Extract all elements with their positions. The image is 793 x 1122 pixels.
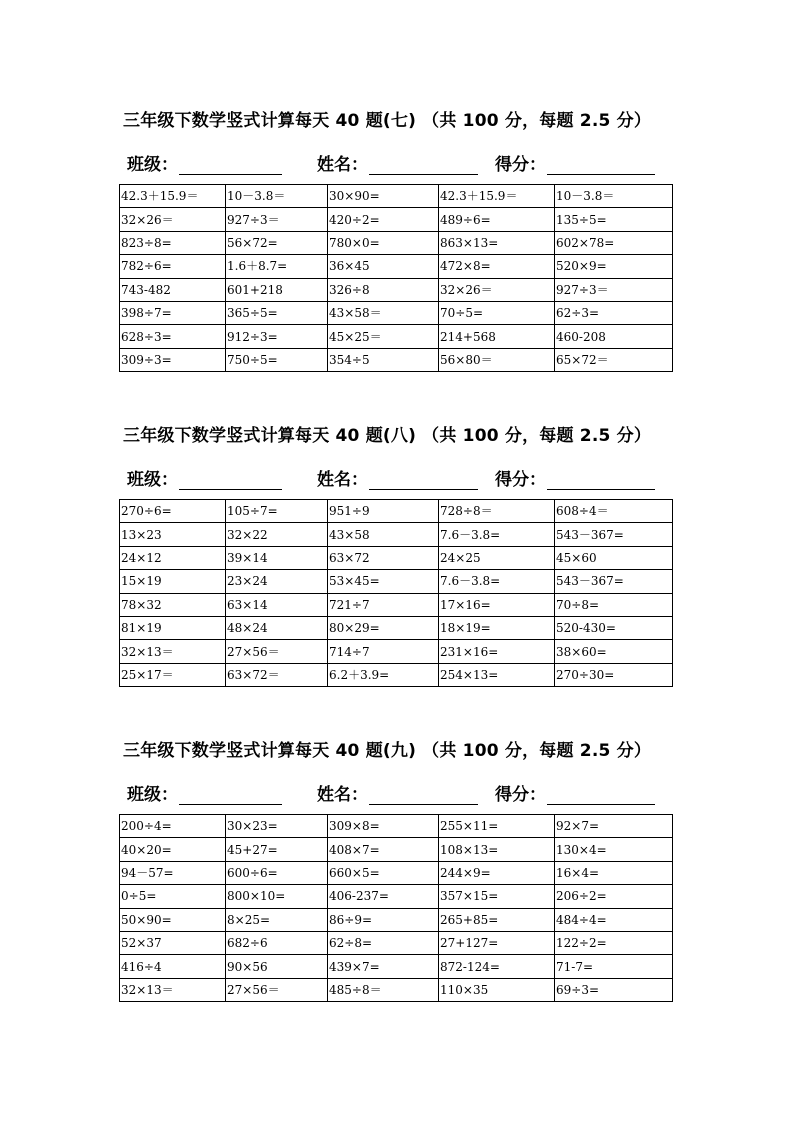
- problem-cell: 420÷2=: [328, 208, 439, 231]
- student-info-row: [127, 780, 667, 804]
- table-row: [120, 231, 673, 254]
- problem-cell: 108×13=: [439, 838, 555, 861]
- class-blank-line[interactable]: [179, 472, 282, 490]
- problem-cell: 1.6＋8.7=: [226, 255, 328, 278]
- table-row: [120, 885, 673, 908]
- problem-cell: 265+85=: [439, 908, 555, 931]
- score-label: 得分：: [495, 155, 546, 175]
- class-field: [127, 780, 282, 805]
- section-title: 三年级下数学竖式计算每天 40 题(九) （共 100 分，每题 2.5 分）: [123, 741, 652, 761]
- problem-cell: 24×12: [120, 546, 226, 569]
- problem-cell: 110×35: [439, 978, 555, 1001]
- score-field: [495, 150, 655, 175]
- problem-cell: 0÷5=: [120, 885, 226, 908]
- table-row: [120, 570, 673, 593]
- table-row: [120, 325, 673, 348]
- table-row: [120, 348, 673, 371]
- problem-table: [119, 184, 673, 372]
- table-row: [120, 208, 673, 231]
- score-blank-line[interactable]: [547, 157, 655, 175]
- problem-cell: 231×16=: [439, 640, 555, 663]
- problem-cell: 71-7=: [555, 955, 673, 978]
- problem-cell: 354÷5: [328, 348, 439, 371]
- problem-cell: 800×10=: [226, 885, 328, 908]
- problem-cell: 42.3＋15.9＝: [439, 185, 555, 208]
- problem-cell: 780×0=: [328, 231, 439, 254]
- problem-cell: 27×56＝: [226, 640, 328, 663]
- name-label: 姓名：: [317, 470, 368, 490]
- problem-cell: 416÷4: [120, 955, 226, 978]
- name-field: [317, 780, 478, 805]
- student-info-row: [127, 150, 667, 174]
- section-title: 三年级下数学竖式计算每天 40 题(八) （共 100 分，每题 2.5 分）: [123, 426, 652, 446]
- problem-cell: 13×23: [120, 523, 226, 546]
- score-label: 得分：: [495, 785, 546, 805]
- name-blank-line[interactable]: [369, 157, 478, 175]
- problem-cell: 94－57=: [120, 861, 226, 884]
- problem-cell: 951÷9: [328, 500, 439, 523]
- table-row: [120, 815, 673, 838]
- problem-cell: 912÷3=: [226, 325, 328, 348]
- problem-cell: 50×90=: [120, 908, 226, 931]
- problem-cell: 38×60=: [555, 640, 673, 663]
- problem-cell: 8×25=: [226, 908, 328, 931]
- problem-cell: 682÷6: [226, 931, 328, 954]
- problem-cell: 56×80＝: [439, 348, 555, 371]
- problem-cell: 543－367=: [555, 570, 673, 593]
- problem-cell: 27+127=: [439, 931, 555, 954]
- problem-cell: 600÷6=: [226, 861, 328, 884]
- problem-cell: 872-124=: [439, 955, 555, 978]
- table-row: [120, 255, 673, 278]
- table-row: [120, 523, 673, 546]
- problem-cell: 200÷4=: [120, 815, 226, 838]
- problem-cell: 45×60: [555, 546, 673, 569]
- name-label: 姓名：: [317, 785, 368, 805]
- problem-cell: 408×7=: [328, 838, 439, 861]
- problem-cell: 42.3＋15.9＝: [120, 185, 226, 208]
- problem-cell: 782÷6=: [120, 255, 226, 278]
- problem-cell: 30×23=: [226, 815, 328, 838]
- problem-cell: 484÷4=: [555, 908, 673, 931]
- problem-cell: 10－3.8＝: [555, 185, 673, 208]
- problem-cell: 520×9=: [555, 255, 673, 278]
- problem-cell: 485÷8＝: [328, 978, 439, 1001]
- problem-cell: 214+568: [439, 325, 555, 348]
- problem-cell: 460-208: [555, 325, 673, 348]
- problem-cell: 728÷8＝: [439, 500, 555, 523]
- score-field: [495, 465, 655, 490]
- problem-cell: 130×4=: [555, 838, 673, 861]
- table-row: [120, 301, 673, 324]
- problem-cell: 45×25＝: [328, 325, 439, 348]
- name-field: [317, 150, 478, 175]
- table-row: [120, 908, 673, 931]
- table-row: [120, 185, 673, 208]
- problem-table: [119, 499, 673, 687]
- problem-cell: 628÷3=: [120, 325, 226, 348]
- problem-cell: 40×20=: [120, 838, 226, 861]
- problem-cell: 270÷6=: [120, 500, 226, 523]
- name-field: [317, 465, 478, 490]
- problem-cell: 62÷8=: [328, 931, 439, 954]
- problem-cell: 721÷7: [328, 593, 439, 616]
- problem-cell: 255×11=: [439, 815, 555, 838]
- class-blank-line[interactable]: [179, 157, 282, 175]
- problem-cell: 608÷4＝: [555, 500, 673, 523]
- problem-cell: 45+27=: [226, 838, 328, 861]
- problem-cell: 70÷8=: [555, 593, 673, 616]
- problem-cell: 743-482: [120, 278, 226, 301]
- problem-cell: 602×78=: [555, 231, 673, 254]
- problem-cell: 365÷5=: [226, 301, 328, 324]
- class-field: [127, 465, 282, 490]
- table-row: [120, 593, 673, 616]
- table-row: [120, 278, 673, 301]
- class-field: [127, 150, 282, 175]
- problem-cell: 18×19=: [439, 616, 555, 639]
- problem-cell: 543－367=: [555, 523, 673, 546]
- problem-cell: 53×45=: [328, 570, 439, 593]
- problem-cell: 105÷7=: [226, 500, 328, 523]
- table-row: [120, 640, 673, 663]
- problem-cell: 56×72=: [226, 231, 328, 254]
- problem-cell: 32×13＝: [120, 978, 226, 1001]
- problem-cell: 309×8=: [328, 815, 439, 838]
- problem-cell: 472×8=: [439, 255, 555, 278]
- problem-cell: 398÷7=: [120, 301, 226, 324]
- problem-cell: 63×72: [328, 546, 439, 569]
- problem-cell: 326÷8: [328, 278, 439, 301]
- class-label: 班级：: [127, 785, 178, 805]
- problem-cell: 10－3.8＝: [226, 185, 328, 208]
- class-label: 班级：: [127, 155, 178, 175]
- table-row: [120, 500, 673, 523]
- class-blank-line[interactable]: [179, 787, 282, 805]
- problem-cell: 30×90=: [328, 185, 439, 208]
- problem-cell: 78×32: [120, 593, 226, 616]
- section-title: 三年级下数学竖式计算每天 40 题(七) （共 100 分，每题 2.5 分）: [123, 111, 652, 131]
- table-row: [120, 978, 673, 1001]
- problem-cell: 714÷7: [328, 640, 439, 663]
- problem-cell: 244×9=: [439, 861, 555, 884]
- problem-table: [119, 814, 673, 1002]
- problem-cell: 7.6－3.8=: [439, 523, 555, 546]
- problem-cell: 520-430=: [555, 616, 673, 639]
- class-label: 班级：: [127, 470, 178, 490]
- problem-cell: 439×7=: [328, 955, 439, 978]
- score-blank-line[interactable]: [547, 787, 655, 805]
- table-row: [120, 616, 673, 639]
- problem-cell: 63×14: [226, 593, 328, 616]
- problem-cell: 17×16=: [439, 593, 555, 616]
- problem-cell: 601+218: [226, 278, 328, 301]
- problem-cell: 750÷5=: [226, 348, 328, 371]
- table-row: [120, 663, 673, 686]
- problem-cell: 927÷3＝: [226, 208, 328, 231]
- problem-cell: 6.2＋3.9=: [328, 663, 439, 686]
- problem-cell: 25×17＝: [120, 663, 226, 686]
- table-row: [120, 955, 673, 978]
- problem-cell: 32×22: [226, 523, 328, 546]
- score-label: 得分：: [495, 470, 546, 490]
- problem-cell: 16×4=: [555, 861, 673, 884]
- problem-cell: 32×26＝: [120, 208, 226, 231]
- problem-cell: 32×26＝: [439, 278, 555, 301]
- problem-cell: 660×5=: [328, 861, 439, 884]
- problem-cell: 86÷9=: [328, 908, 439, 931]
- score-blank-line[interactable]: [547, 472, 655, 490]
- name-blank-line[interactable]: [369, 472, 478, 490]
- problem-cell: 135÷5=: [555, 208, 673, 231]
- problem-cell: 309÷3=: [120, 348, 226, 371]
- problem-cell: 80×29=: [328, 616, 439, 639]
- student-info-row: [127, 465, 667, 489]
- name-label: 姓名：: [317, 155, 368, 175]
- table-row: [120, 861, 673, 884]
- problem-cell: 357×15=: [439, 885, 555, 908]
- table-row: [120, 838, 673, 861]
- score-field: [495, 780, 655, 805]
- problem-cell: 92×7=: [555, 815, 673, 838]
- problem-cell: 927÷3＝: [555, 278, 673, 301]
- name-blank-line[interactable]: [369, 787, 478, 805]
- problem-cell: 32×13＝: [120, 640, 226, 663]
- problem-cell: 52×37: [120, 931, 226, 954]
- problem-cell: 23×24: [226, 570, 328, 593]
- table-row: [120, 546, 673, 569]
- problem-cell: 27×56＝: [226, 978, 328, 1001]
- problem-cell: 90×56: [226, 955, 328, 978]
- problem-cell: 69÷3=: [555, 978, 673, 1001]
- problem-cell: 62÷3=: [555, 301, 673, 324]
- problem-cell: 270÷30=: [555, 663, 673, 686]
- problem-cell: 7.6－3.8=: [439, 570, 555, 593]
- problem-cell: 15×19: [120, 570, 226, 593]
- problem-cell: 122÷2=: [555, 931, 673, 954]
- problem-cell: 81×19: [120, 616, 226, 639]
- problem-cell: 24×25: [439, 546, 555, 569]
- problem-cell: 43×58＝: [328, 301, 439, 324]
- problem-cell: 823÷8=: [120, 231, 226, 254]
- problem-cell: 65×72＝: [555, 348, 673, 371]
- problem-cell: 254×13=: [439, 663, 555, 686]
- problem-cell: 863×13=: [439, 231, 555, 254]
- problem-cell: 43×58: [328, 523, 439, 546]
- problem-cell: 206÷2=: [555, 885, 673, 908]
- problem-cell: 70÷5=: [439, 301, 555, 324]
- problem-cell: 36×45: [328, 255, 439, 278]
- problem-cell: 48×24: [226, 616, 328, 639]
- problem-cell: 406-237=: [328, 885, 439, 908]
- table-row: [120, 931, 673, 954]
- problem-cell: 63×72＝: [226, 663, 328, 686]
- problem-cell: 489÷6=: [439, 208, 555, 231]
- problem-cell: 39×14: [226, 546, 328, 569]
